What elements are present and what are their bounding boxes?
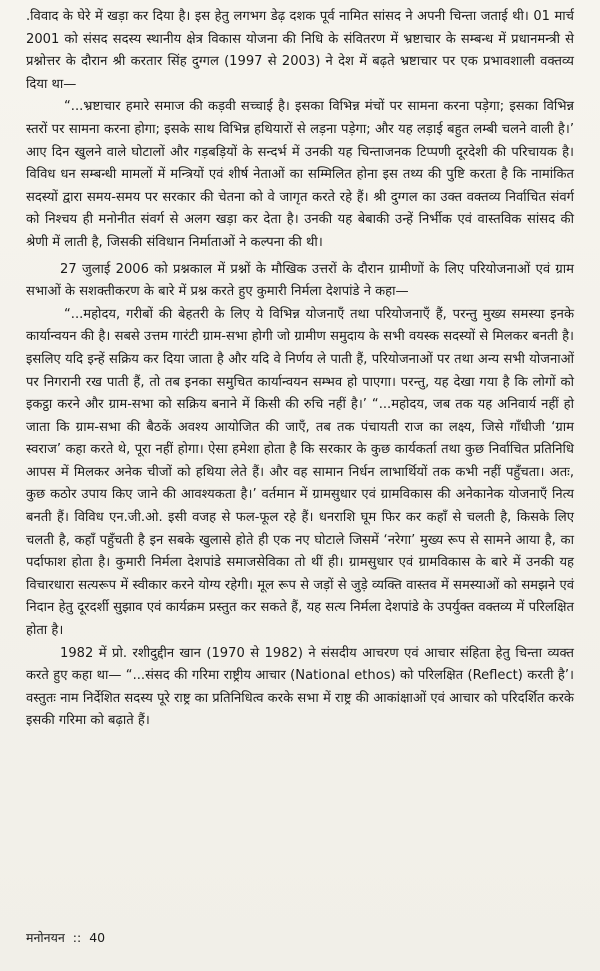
body-text [26,6,574,733]
paragraph-rashiduddin-khan: 1982 में प्रो. रशीदुद्दीन खान (1970 से 1982) ने संसदीय आचरण एवं आचार संहिता हेतु चिन्ता व्यक्त करते हुए कहा था— “...संसद की गरिमा राष्ट्रीय आचार (National ethos) को परिलक्षित (Reflect) करती है’। वस्तुतः नाम निर्देशित सदस्य पूरे राष्ट्र का प्रतिनिधित्व करके सभा में राष्ट्र की आकांक्षाओं एवं आचार को परिदर्शित करके इसकी गरिमा को बढ़ाते हैं। [26,645,574,729]
paragraph-deshpande-intro: 27 जुलाई 2006 को प्रश्नकाल में प्रश्नों के मौखिक उत्तरों के दौरान ग्रामीणों के लिए परियोजनाओं एवं ग्राम सभाओं के सशक्तीकरण के बारे में प्रश्न करते हुए कुमारी निर्मला देशपांडे ने कहा— [26,261,574,300]
page-footer [26,929,105,947]
quote-deshpande: “...महोदय, गरीबों की बेहतरी के लिए ये विभिन्न योजनाएँ तथा परियोजनाएँ हैं, परन्तु मुख्य समस्या इनके कार्यान्वयन की है। सबसे उत्तम गारंटी ग्राम-सभा होगी जो ग्रामीण समुदाय के सभी वयस्क सदस्यों से मिलकर बनती है। इसलिए यदि इन्हें सक्रिय कर दिया जाता है और यदि वे निर्णय ले पाती हैं, परियोजनाओं पर तथा अन्य सभी योजनाओं पर निगरानी रख पाती हैं, तो तब इनका समुचित कार्यान्वयन सम्भव हो पाएगा। परन्तु, यह देखा गया है कि लोगों को इकट्ठा करने और ग्राम-सभा को सक्रिय बनाने में किसी की रुचि नहीं है।’ “...महोदय, जब तक यह अनिवार्य नहीं हो जाता कि ग्राम-सभा की बैठकें अवश्य आयोजित की जाएँ, तब तक पंचायती राज का लक्ष्य, जिसे गाँधीजी ‘ग्राम स्वराज’ कहा करते थे, पूरा नहीं होगा। ऐसा हमेशा होता है कि सरकार के कुछ कार्यकर्ता तथा कुछ निर्वाचित प्रतिनिधि आपस में मिलकर अनेक चीजों को हथिया लेते हैं। और वह सामान निर्धन लाभार्थियों तक कभी नहीं पहुँचता। अतः, कुछ कठोर उपाय किए जाने की आवश्यकता है।’ वर्तमान में ग्रामसुधार एवं ग्रामविकास की अनेकानेक योजनाएँ नित्य बनती हैं। विविध एन.जी.ओ. इसी वजह से फल-फूल रहे हैं। धनराशि घूम फिर कर कहाँ से चलती है, किसके लिए चलती है, कहाँ पहुँचती है इन सबके खुलासे होते ही एक नए घोटाले जिसमें ‘नरेगा’ मुख्य रूप से सामने आया है, का पर्दाफाश होता है। कुमारी निर्मला देशपांडे समाजसेविका तो थीं ही। ग्रामसुधार एवं ग्रामविकास के बारे में उनकी यह विचारधारा सत्यरूप में स्वीकार करने योग्य रहेगी। मूल रूप से जड़ों से जुड़े व्यक्ति वास्तव में समस्याओं को समझने एवं निदान हेतु दूरदर्शी सुझाव एवं कार्यक्रम प्रस्तुत कर सकते हैं, यह सत्य निर्मला देशपांडे के उपर्युक्त वक्तव्य में परिलक्षित होता है। [26,306,574,639]
paragraph-duggal-intro: .विवाद के घेरे में खड़ा कर दिया है। इस हेतु लगभग डेढ़ दशक पूर्व नामित सांसद ने अपनी चिन्ता जताई थी। 01 मार्च 2001 को संसद सदस्य स्थानीय क्षेत्र विकास योजना की निधि के संवितरण में भ्रष्टाचार के सम्बन्ध में प्रधानमन्त्री से प्रश्नोत्तर के दौरान श्री करतार सिंह दुग्गल (1997 से 2003) ने देश में बढ़ते भ्रष्टाचार पर एक प्रभावशाली वक्तव्य दिया था— [26,9,574,92]
page-number: 40 [89,930,106,945]
quote-duggal: “...भ्रष्टाचार हमारे समाज की कड़वी सच्चाई है। इसका विभिन्न मंचों पर सामना करना पड़ेगा; इसका विभिन्न स्तरों पर सामना करना होगा; इसके साथ विभिन्न हथियारों से लड़ना पड़ेगा; और यह लड़ाई बहुत लम्बी चलने वाली है।’ आए दिन खुलने वाले घोटालों और गड़बड़ियों के सन्दर्भ में उनकी यह चिन्ताजनक टिप्पणी दूरदेशी की परिचायक है। विविध धन सम्बन्धी मामलों में मन्त्रियों एवं शीर्ष नेताओं का सम्मिलित होना इस तथ्य की पुष्टि करता है कि नामांकित सदस्यों द्वारा समय-समय पर सरकार की चेतना को वे जागृत करते रहे हैं। श्री दुग्गल का उक्त वक्तव्य निर्वाचित संवर्ग को निश्चय ही मनोनीत संवर्ग से अलग खड़ा कर देता है। उनकी यह बेबाकी उन्हें निर्भीक एवं वास्तविक सांसद की श्रेणी में लाती है, जिसकी संविधान निर्माताओं ने कल्पना की थी। [26,99,574,250]
footer-book-title: मनोनयन [26,930,65,945]
footer-separator: :: [72,930,82,945]
